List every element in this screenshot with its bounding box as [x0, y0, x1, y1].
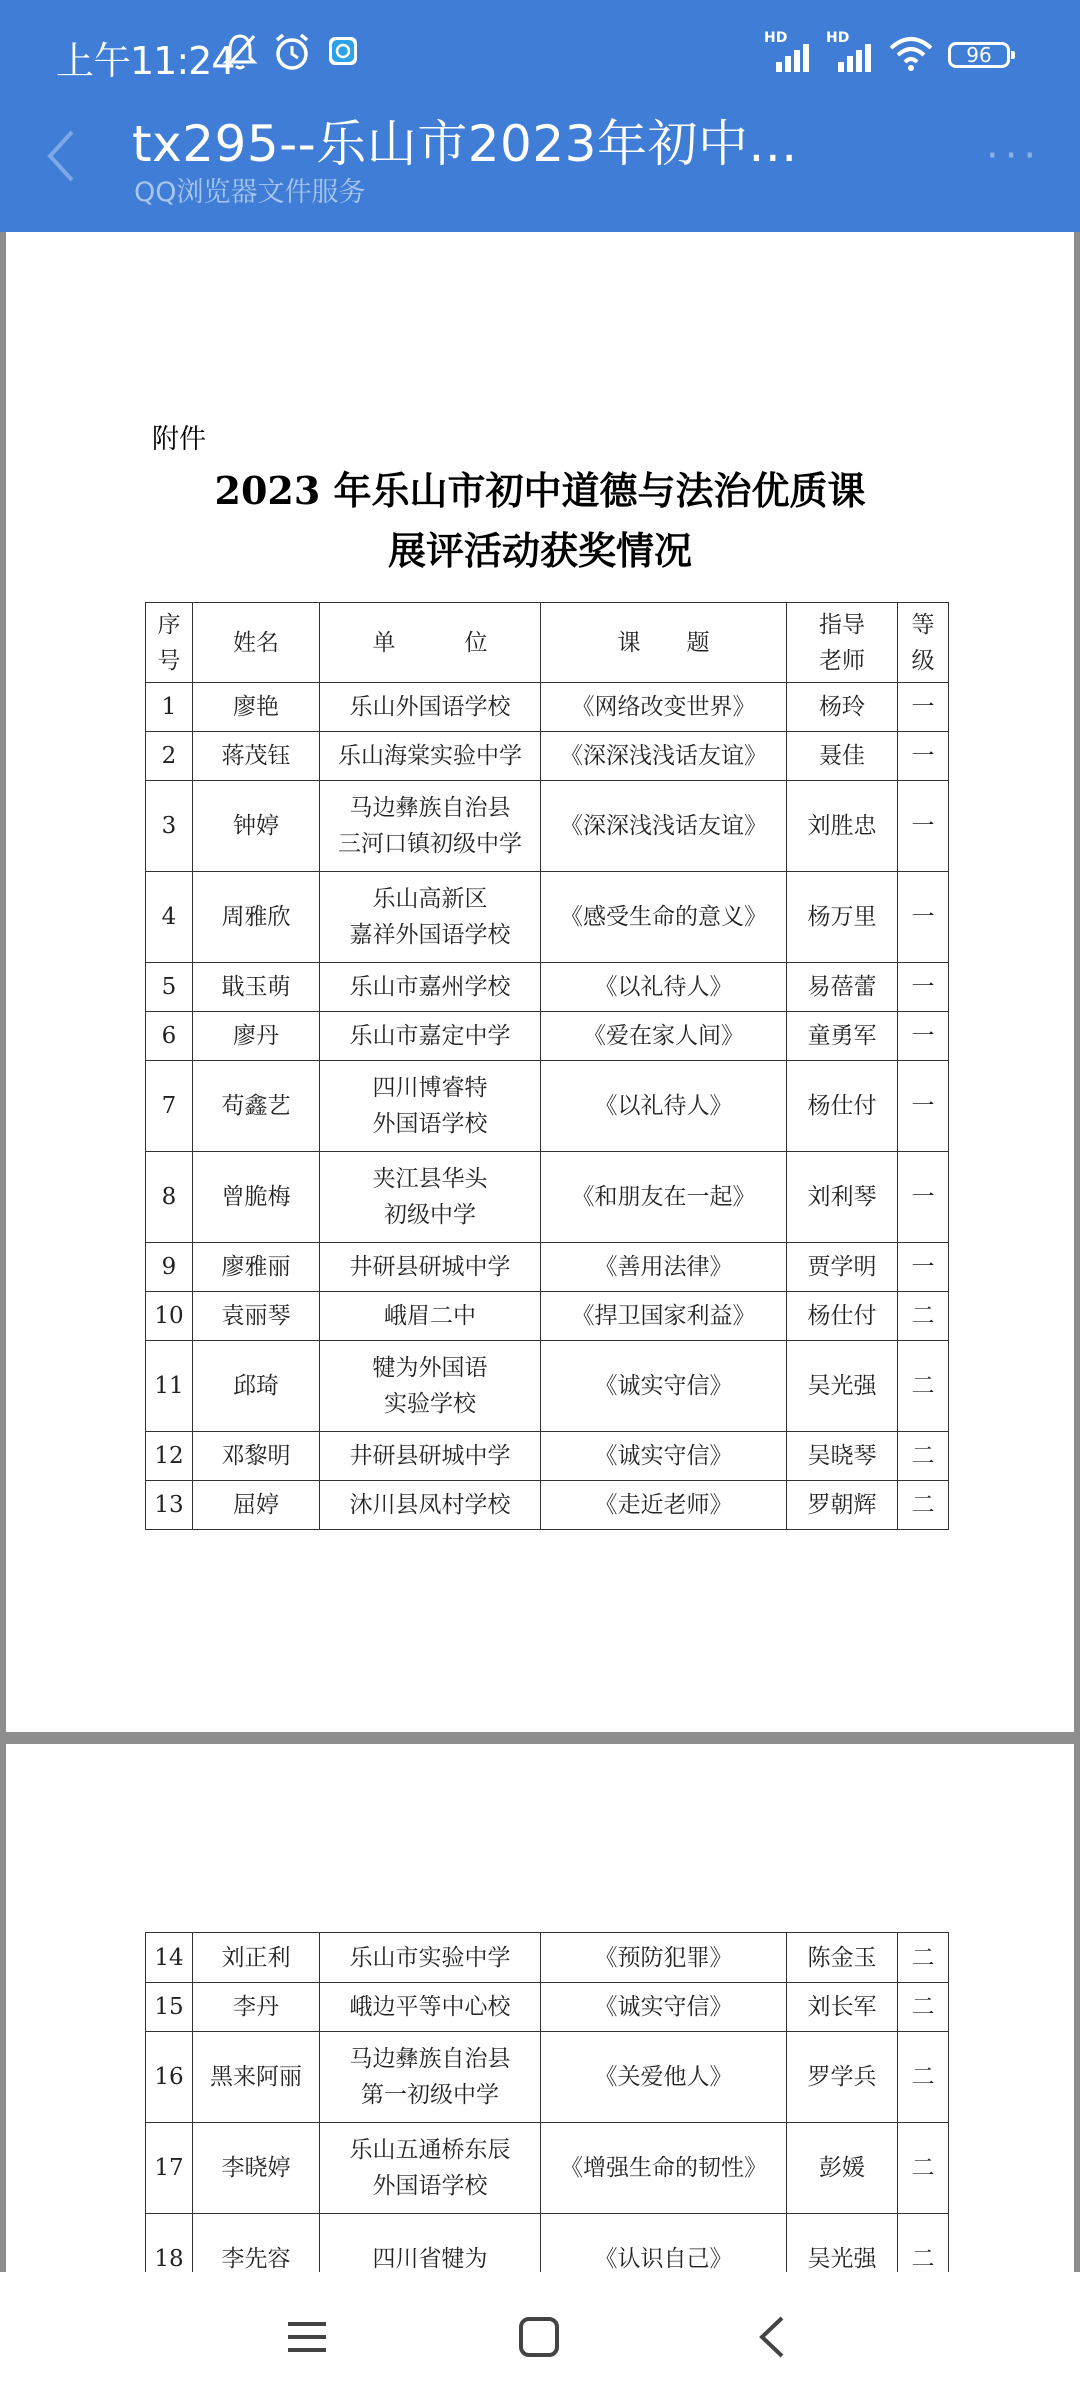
document-page-1 — [6, 232, 1074, 1732]
cell-teacher: 杨仕付 — [787, 1292, 898, 1341]
system-nav-bar — [0, 2272, 1080, 2400]
cell-grade: 一 — [898, 781, 949, 872]
cell-grade: 二 — [898, 1983, 949, 2032]
attachment-label: 附件 — [152, 424, 206, 455]
table-row — [146, 1152, 949, 1243]
cell-topic: 《预防犯罪》 — [541, 1933, 787, 1983]
cell-teacher: 杨万里 — [787, 872, 898, 963]
table-row — [146, 1341, 949, 1432]
awards-table-continued — [145, 1932, 949, 2305]
cell-topic: 《爱在家人间》 — [541, 1012, 787, 1061]
cell-unit: 四川博睿特 外国语学校 — [320, 1061, 541, 1152]
cell-topic: 《善用法律》 — [541, 1243, 787, 1292]
table-row — [146, 683, 949, 732]
table-row — [146, 1933, 949, 1983]
cell-grade: 一 — [898, 1152, 949, 1243]
menu-icon[interactable] — [282, 2312, 332, 2362]
cell-unit: 夹江县华头 初级中学 — [320, 1152, 541, 1243]
cell-topic: 《认识自己》 — [541, 2214, 787, 2305]
cell-name: 袁丽琴 — [193, 1292, 320, 1341]
header-teacher: 指导 老师 — [787, 603, 898, 683]
cell-topic: 《诚实守信》 — [541, 1341, 787, 1432]
cell-number: 6 — [146, 1012, 193, 1061]
cell-unit: 峨边平等中心校 — [320, 1983, 541, 2032]
cell-grade: 二 — [898, 1292, 949, 1341]
page-title: tx295--乐山市2023年初中... — [132, 115, 798, 173]
cell-topic: 《深深浅浅话友谊》 — [541, 781, 787, 872]
table-row — [146, 1012, 949, 1061]
cell-unit: 乐山高新区 嘉祥外国语学校 — [320, 872, 541, 963]
cell-teacher: 易蓓蕾 — [787, 963, 898, 1012]
table-row — [146, 1983, 949, 2032]
cell-name: 苟鑫艺 — [193, 1061, 320, 1152]
cell-unit: 马边彝族自治县 第一初级中学 — [320, 2032, 541, 2123]
table-row — [146, 963, 949, 1012]
notification-muted-icon — [222, 32, 258, 72]
cell-name: 李晓婷 — [193, 2123, 320, 2214]
cell-number: 15 — [146, 1983, 193, 2032]
status-bar: 上午11:24 HD HD 96 — [0, 0, 1080, 110]
home-icon[interactable] — [514, 2312, 564, 2362]
cell-number: 18 — [146, 2214, 193, 2305]
table-row — [146, 1243, 949, 1292]
cell-topic: 《捍卫国家利益》 — [541, 1292, 787, 1341]
cell-number: 10 — [146, 1292, 193, 1341]
back-button[interactable] — [42, 126, 82, 186]
cell-teacher: 童勇军 — [787, 1012, 898, 1061]
cell-unit: 犍为外国语 实验学校 — [320, 1341, 541, 1432]
cell-number: 8 — [146, 1152, 193, 1243]
cell-topic: 《走近老师》 — [541, 1481, 787, 1530]
app-header — [0, 0, 1080, 232]
cell-unit: 乐山市嘉州学校 — [320, 963, 541, 1012]
cell-grade: 一 — [898, 1012, 949, 1061]
table-row — [146, 2123, 949, 2214]
table-row — [146, 1432, 949, 1481]
cell-name: 邓黎明 — [193, 1432, 320, 1481]
cell-number: 3 — [146, 781, 193, 872]
cell-number: 11 — [146, 1341, 193, 1432]
cell-name: 李先容 — [193, 2214, 320, 2305]
cell-grade: 二 — [898, 2214, 949, 2305]
cell-topic: 《关爱他人》 — [541, 2032, 787, 2123]
cell-topic: 《以礼待人》 — [541, 1061, 787, 1152]
table-header-row — [146, 603, 949, 683]
cell-topic: 《诚实守信》 — [541, 1983, 787, 2032]
table-row — [146, 872, 949, 963]
cell-teacher: 罗学兵 — [787, 2032, 898, 2123]
cell-name: 李丹 — [193, 1983, 320, 2032]
cell-topic: 《以礼待人》 — [541, 963, 787, 1012]
table-row — [146, 1061, 949, 1152]
back-nav-icon[interactable] — [748, 2312, 798, 2362]
cell-unit: 乐山市嘉定中学 — [320, 1012, 541, 1061]
cell-grade: 一 — [898, 872, 949, 963]
more-options-button[interactable]: ··· — [986, 133, 1043, 179]
cell-grade: 一 — [898, 1243, 949, 1292]
cell-grade: 一 — [898, 963, 949, 1012]
cell-number: 13 — [146, 1481, 193, 1530]
cell-grade: 二 — [898, 1432, 949, 1481]
cell-topic: 《网络改变世界》 — [541, 683, 787, 732]
cell-teacher: 刘长军 — [787, 1983, 898, 2032]
cell-name: 黑来阿丽 — [193, 2032, 320, 2123]
cell-number: 7 — [146, 1061, 193, 1152]
cell-grade: 二 — [898, 2032, 949, 2123]
document-title-line-2: 展评活动获奖情况 — [387, 528, 692, 573]
table-row — [146, 732, 949, 781]
table-row — [146, 781, 949, 872]
cell-unit: 沐川县凤村学校 — [320, 1481, 541, 1530]
cell-number: 12 — [146, 1432, 193, 1481]
cell-unit: 乐山五通桥东辰 外国语学校 — [320, 2123, 541, 2214]
cell-teacher: 彭媛 — [787, 2123, 898, 2214]
cell-name: 曾脆梅 — [193, 1152, 320, 1243]
header-unit: 单 位 — [320, 603, 541, 683]
cell-grade: 二 — [898, 1481, 949, 1530]
cell-unit: 井研县研城中学 — [320, 1432, 541, 1481]
cell-name: 戢玉萌 — [193, 963, 320, 1012]
cell-topic: 《增强生命的韧性》 — [541, 2123, 787, 2214]
cell-number: 1 — [146, 683, 193, 732]
cell-name: 钟婷 — [193, 781, 320, 872]
document-title-line-1: 2023 年乐山市初中道德与法治优质课 — [214, 468, 866, 513]
cell-teacher: 陈金玉 — [787, 1933, 898, 1983]
cell-grade: 一 — [898, 1061, 949, 1152]
header-topic: 课 题 — [541, 603, 787, 683]
battery-indicator: 96 — [948, 42, 1010, 68]
cell-teacher: 吴光强 — [787, 1341, 898, 1432]
cell-grade: 二 — [898, 1341, 949, 1432]
cell-number: 16 — [146, 2032, 193, 2123]
cell-unit: 乐山海棠实验中学 — [320, 732, 541, 781]
cell-number: 9 — [146, 1243, 193, 1292]
cell-teacher: 刘利琴 — [787, 1152, 898, 1243]
cell-number: 14 — [146, 1933, 193, 1983]
cell-unit: 乐山市实验中学 — [320, 1933, 541, 1983]
cell-teacher: 贾学明 — [787, 1243, 898, 1292]
table-row — [146, 1481, 949, 1530]
wifi-icon — [888, 36, 934, 72]
cell-teacher: 杨仕付 — [787, 1061, 898, 1152]
cell-unit: 马边彝族自治县 三河口镇初级中学 — [320, 781, 541, 872]
alarm-icon — [272, 32, 312, 72]
cell-teacher: 吴晓琴 — [787, 1432, 898, 1481]
cell-teacher: 罗朝辉 — [787, 1481, 898, 1530]
cell-unit: 峨眉二中 — [320, 1292, 541, 1341]
cell-name: 蒋茂钰 — [193, 732, 320, 781]
cell-teacher: 杨玲 — [787, 683, 898, 732]
cell-unit: 四川省犍为 — [320, 2214, 541, 2305]
cell-teacher: 刘胜忠 — [787, 781, 898, 872]
cell-grade: 二 — [898, 2123, 949, 2214]
table-row — [146, 1292, 949, 1341]
cell-number: 5 — [146, 963, 193, 1012]
cell-name: 屈婷 — [193, 1481, 320, 1530]
cell-name: 廖丹 — [193, 1012, 320, 1061]
cell-topic: 《感受生命的意义》 — [541, 872, 787, 963]
cell-grade: 一 — [898, 683, 949, 732]
status-time: 上午11:24 — [56, 39, 235, 83]
header-grade: 等 级 — [898, 603, 949, 683]
cell-teacher: 吴光强 — [787, 2214, 898, 2305]
cell-topic: 《诚实守信》 — [541, 1432, 787, 1481]
cell-unit: 乐山外国语学校 — [320, 683, 541, 732]
cell-number: 4 — [146, 872, 193, 963]
page-subtitle: QQ浏览器文件服务 — [134, 177, 366, 208]
cell-number: 2 — [146, 732, 193, 781]
cell-grade: 二 — [898, 1933, 949, 1983]
cell-grade: 一 — [898, 732, 949, 781]
cell-topic: 《深深浅浅话友谊》 — [541, 732, 787, 781]
app-notification-icon — [328, 36, 358, 66]
cell-unit: 井研县研城中学 — [320, 1243, 541, 1292]
header-name: 姓名 — [193, 603, 320, 683]
cell-teacher: 聂佳 — [787, 732, 898, 781]
awards-table — [145, 602, 949, 1530]
cell-topic: 《和朋友在一起》 — [541, 1152, 787, 1243]
cell-name: 廖雅丽 — [193, 1243, 320, 1292]
cell-name: 邱琦 — [193, 1341, 320, 1432]
cell-number: 17 — [146, 2123, 193, 2214]
cell-name: 刘正利 — [193, 1933, 320, 1983]
header-number: 序 号 — [146, 603, 193, 683]
table-row — [146, 2032, 949, 2123]
cell-name: 周雅欣 — [193, 872, 320, 963]
cell-name: 廖艳 — [193, 683, 320, 732]
